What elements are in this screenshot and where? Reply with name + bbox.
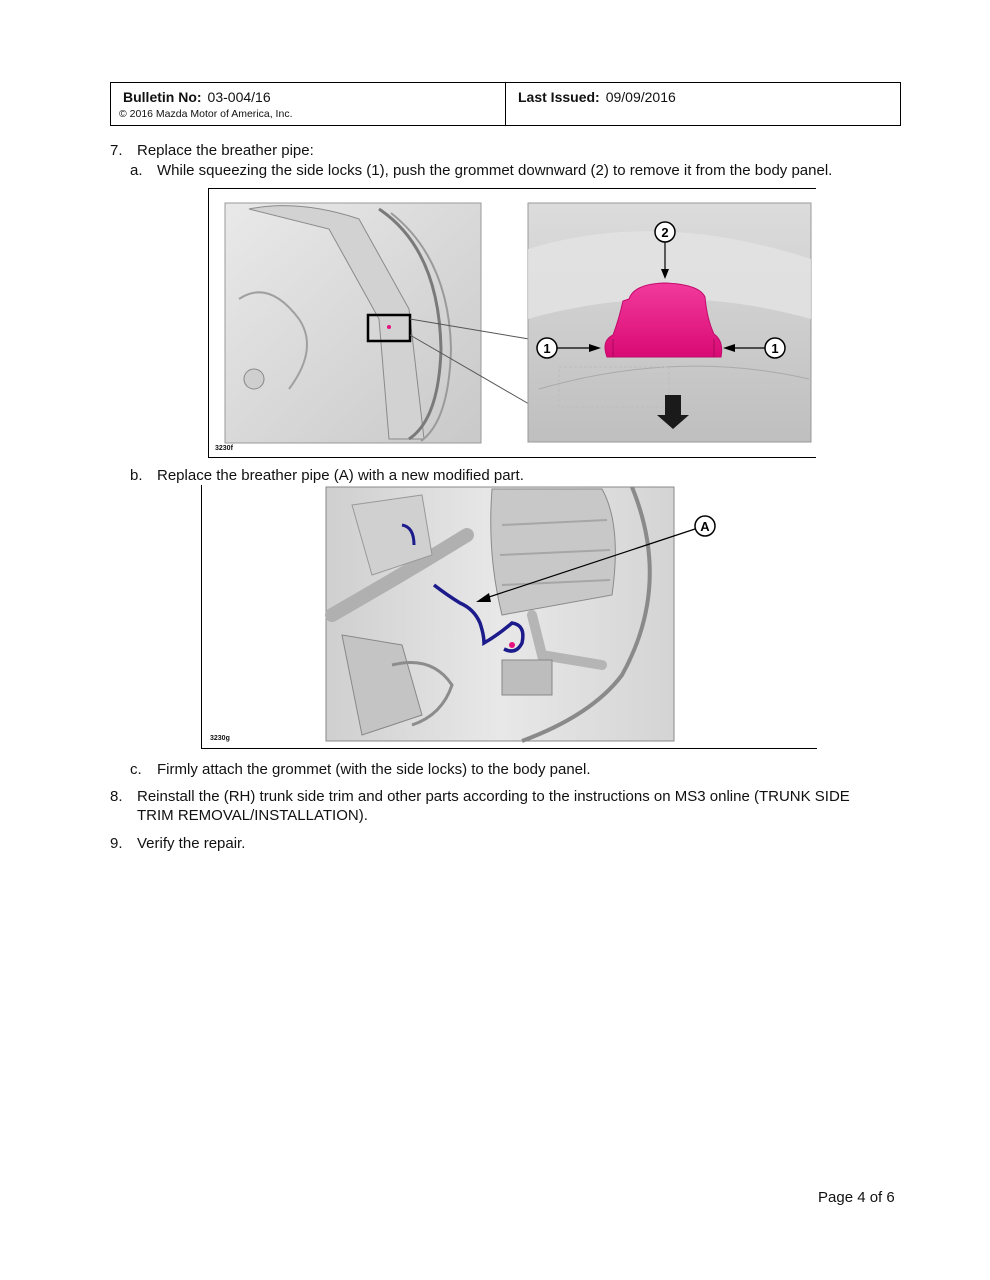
callout-2-label: 2 xyxy=(661,225,669,240)
substep-text: Firmly attach the grommet (with the side locks) to the body panel. xyxy=(157,761,591,778)
step-text: Verify the repair. xyxy=(137,835,246,852)
step-9 xyxy=(110,835,245,852)
step-8-continued: TRIM REMOVAL/INSTALLATION). xyxy=(137,807,368,824)
figure-grommet-illustration xyxy=(209,189,817,459)
figure-code: 3230g xyxy=(210,735,230,742)
substep-7a xyxy=(130,162,832,179)
substep-text: While squeezing the side locks (1), push the grommet downward (2) to remove it from the body panel. xyxy=(157,162,833,179)
callout-1-left-label: 1 xyxy=(543,341,551,356)
step-number: 7. xyxy=(110,142,123,159)
bulletin-number: 03-004/16 xyxy=(207,89,271,105)
substep-7b xyxy=(130,467,524,484)
step-text: Reinstall the (RH) trunk side trim and other parts according to the instructions on MS3 online (TRUNK SIDE xyxy=(137,788,850,805)
step-7 xyxy=(110,142,314,159)
copyright-text: © 2016 Mazda Motor of America, Inc. xyxy=(119,108,293,120)
bulletin-label: Bulletin No: xyxy=(123,89,202,105)
step-8 xyxy=(110,788,850,805)
step-number: 8. xyxy=(110,788,123,805)
issued-cell xyxy=(505,83,900,125)
figure-code: 3230f xyxy=(215,445,233,452)
substep-7c xyxy=(130,761,591,778)
step-number: 9. xyxy=(110,835,123,852)
callout-1-right-label: 1 xyxy=(771,341,779,356)
bulletin-cell xyxy=(111,83,505,125)
figure-breather-pipe-illustration xyxy=(202,485,818,749)
step-text: Replace the breather pipe: xyxy=(137,142,314,159)
substep-letter: c. xyxy=(130,761,142,778)
page-number: Page 4 of 6 xyxy=(818,1189,895,1206)
figure-grommet-removal xyxy=(208,188,816,458)
substep-letter: a. xyxy=(130,162,143,179)
figure-breather-pipe xyxy=(201,485,817,749)
callout-a-label: A xyxy=(700,519,710,534)
substep-text: Replace the breather pipe (A) with a new modified part. xyxy=(157,467,524,484)
bolt-shape xyxy=(244,369,264,389)
issued-label: Last Issued: xyxy=(518,89,600,105)
bulletin-header xyxy=(110,82,901,126)
issued-date: 09/09/2016 xyxy=(605,89,676,105)
substep-letter: b. xyxy=(130,467,143,484)
